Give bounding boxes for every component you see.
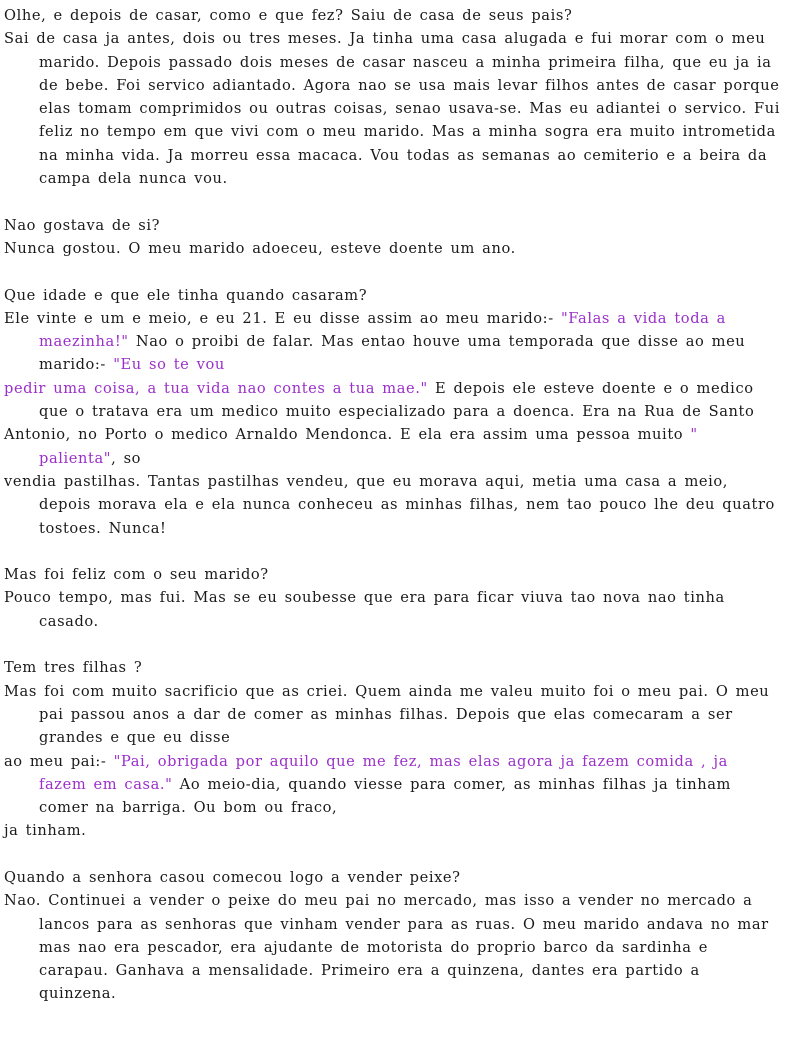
question-text: Que idade e que ele tinha quando casaram?: [4, 286, 368, 304]
qa-block-2: [4, 214, 780, 261]
answer-text: E depois ele esteve doente e o medico que o tratava era um medico muito especializado para a doenca. Era na Rua de Santo: [39, 379, 755, 421]
answer-paragraph: [4, 377, 780, 424]
answer-paragraph: [4, 750, 780, 820]
answer-paragraph: [4, 423, 780, 470]
answer-text: vendia pastilhas. Tantas pastilhas vendeu, que eu morava aqui, metia uma casa a meio, depois morava ela e ela nunca conheceu as minhas filhas, nem tao pouco lhe deu quatro tostoes. Nunca!: [4, 472, 775, 537]
quoted-speech: "Pai, obrigada por aquilo que me fez, mas elas agora ja fazem comida , ja fazem em casa.": [39, 752, 728, 793]
answer-text: Pouco tempo, mas fui. Mas se eu soubesse que era para ficar viuva tao nova nao tinha casado.: [4, 589, 725, 630]
quoted-speech: "Eu so te vou: [113, 356, 225, 374]
question-text: Olhe, e depois de casar, como e que fez? Saiu de casa de seus pais?: [4, 7, 573, 24]
answer-text: Mas foi com muito sacrificio que as criei. Quem ainda me valeu muito foi o meu pai. O meu pai passou anos a dar de comer as minhas filhas. Depois que elas comecaram a ser grandes e que eu disse: [4, 682, 770, 747]
interview-transcript: [4, 4, 780, 1029]
quoted-speech: pedir uma coisa, a tua vida nao contes a tua mae.": [4, 379, 428, 397]
answer-text: Antonio, no Porto o medico Arnaldo Mendonca. E ela era assim uma pessoa muito: [4, 426, 691, 444]
question-text: Mas foi feliz com o seu marido?: [4, 566, 269, 584]
quoted-speech: " palienta": [39, 426, 698, 467]
answer-text: Nao. Continuei a vender o peixe do meu pai no mercado, mas isso a vender no mercado a lancos para as senhoras que vinham vender para as ruas. O meu marido andava no mar mas nao era pescador, era ajudante de motorista do proprio barco da sardinha e carapau. Ganhava a mensalidade. Primeiro era a quinzena, dantes era partido a quinzena.: [4, 892, 769, 1003]
answer-text: , so: [111, 449, 142, 467]
question-text: Quando a senhora casou comecou logo a vender peixe?: [4, 868, 461, 886]
answer-text: Ele vinte e um e meio, e eu 21. E eu disse assim ao meu marido:-: [4, 309, 561, 327]
question-text: Tem tres filhas ?: [4, 659, 143, 677]
answer-text: Nao o proibi de falar. Mas entao houve uma temporada que disse ao meu marido:-: [39, 333, 746, 374]
question-text: Nao gostava de si?: [4, 216, 161, 234]
answer-text: Sai de casa ja antes, dois ou tres meses. Ja tinha uma casa alugada e fui morar com o meu marido. Depois passado dois meses de casar nasceu a minha primeira filha, que eu ja ia de bebe. Foi servico adiantado. Agora nao se usa mais levar filhos antes de casar porque elas tomam comprimidos ou outras coisas, senao usava-se. Mas eu adiantei o servico. Fui feliz no tempo em que vivi com o meu marido. Mas a minha sogra era muito intrometida na minha vida. Ja morreu essa macaca. Vou todas as semanas ao cemiterio e a beira da campa dela nunca vou.: [4, 30, 781, 188]
answer-paragraph: [4, 470, 780, 540]
qa-block-6: [4, 866, 780, 1006]
answer-paragraph: [4, 307, 780, 377]
qa-block-5: [4, 656, 780, 842]
quoted-speech: "Falas a vida toda a maezinha!": [39, 309, 726, 351]
qa-block-1: [4, 4, 780, 190]
answer-text: Ao meio-dia, quando viesse para comer, as minhas filhas ja tinham comer na barriga. Ou bom ou fraco,: [39, 775, 732, 817]
answer-text: ao meu pai:-: [4, 752, 114, 770]
qa-block-4: [4, 563, 780, 633]
answer-text: ja tinham.: [4, 822, 87, 840]
answer-text: Nunca gostou. O meu marido adoeceu, esteve doente um ano.: [4, 239, 516, 257]
qa-block-3: [4, 284, 780, 540]
answer-paragraph: [4, 680, 780, 750]
answer-paragraph: [4, 819, 780, 842]
